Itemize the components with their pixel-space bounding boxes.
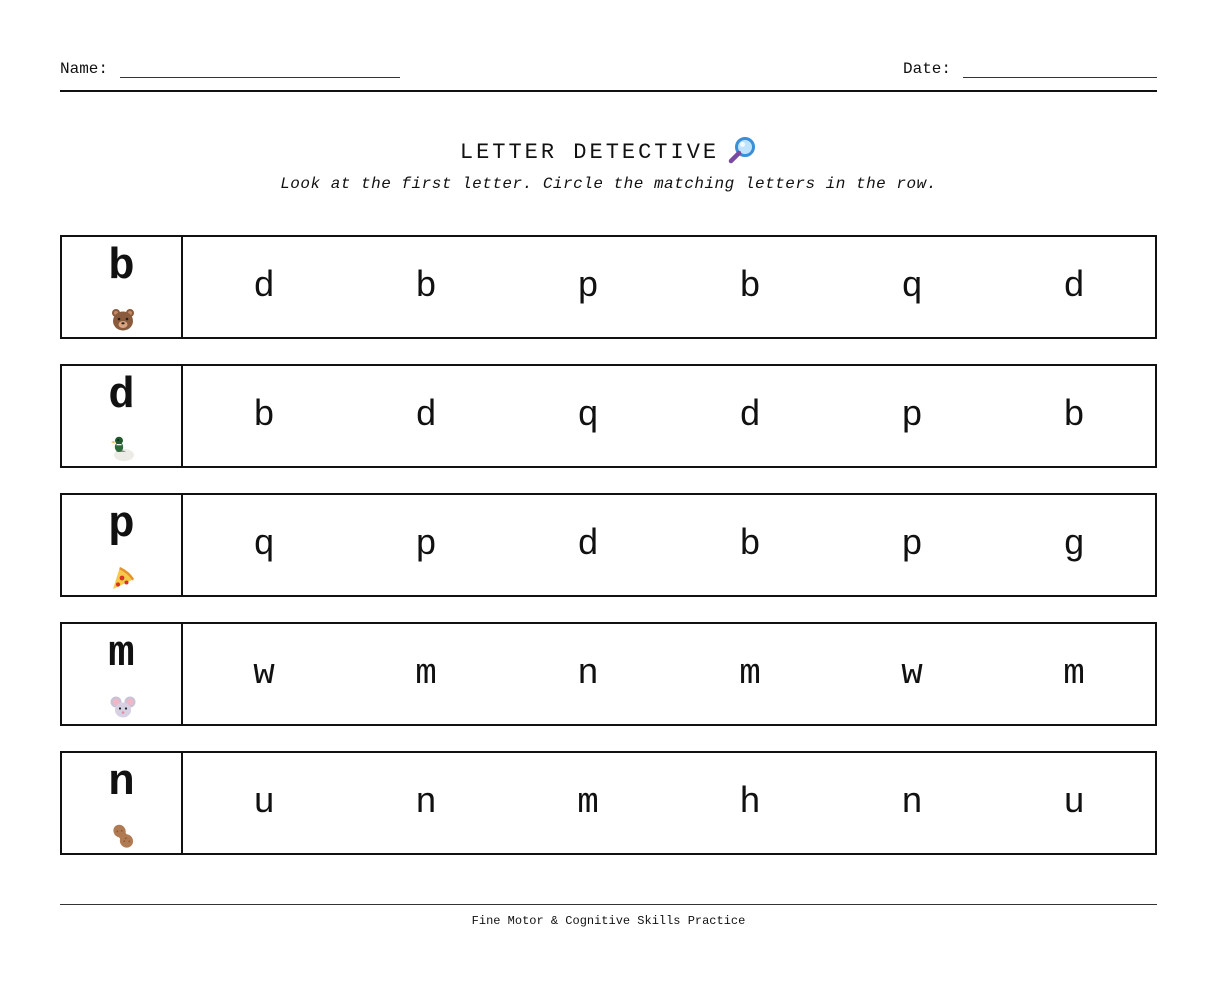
- peanut-icon: [110, 823, 136, 849]
- name-blank-line[interactable]: [120, 67, 400, 78]
- bear-icon: [110, 307, 136, 333]
- letter-choice[interactable]: d: [253, 266, 275, 307]
- letter-choice[interactable]: n: [415, 782, 437, 823]
- date-blank-line[interactable]: [963, 67, 1157, 78]
- letter-choice[interactable]: g: [1063, 524, 1085, 565]
- choice-cells: [183, 624, 1155, 724]
- pizza-icon: [110, 565, 136, 591]
- letter-choice[interactable]: m: [415, 653, 437, 694]
- date-label: Date:: [902, 60, 951, 78]
- letter-choice[interactable]: d: [577, 524, 599, 565]
- letter-choice[interactable]: u: [253, 782, 275, 823]
- letter-rows: [60, 235, 1157, 880]
- letter-choice[interactable]: d: [415, 395, 437, 436]
- target-cell: [62, 237, 183, 337]
- letter-choice[interactable]: b: [739, 266, 761, 307]
- instructions: Look at the first letter. Circle the matching letters in the row.: [280, 175, 937, 193]
- letter-choice[interactable]: b: [739, 524, 761, 565]
- letter-choice[interactable]: b: [415, 266, 437, 307]
- letter-choice[interactable]: d: [739, 395, 761, 436]
- duck-icon: [110, 436, 136, 462]
- target-letter: b: [108, 242, 135, 292]
- letter-choice[interactable]: w: [901, 653, 923, 694]
- letter-row: [60, 364, 1157, 468]
- title-text: LETTER DETECTIVE: [459, 140, 720, 165]
- choice-cells: [183, 753, 1155, 853]
- target-letter: n: [108, 758, 135, 808]
- choice-cells: [183, 237, 1155, 337]
- letter-row: [60, 235, 1157, 339]
- target-cell: [62, 495, 183, 595]
- letter-choice[interactable]: q: [901, 266, 923, 307]
- letter-choice[interactable]: p: [415, 524, 437, 565]
- footer-text: Fine Motor & Cognitive Skills Practice: [471, 914, 746, 928]
- letter-row: [60, 751, 1157, 855]
- choice-cells: [183, 495, 1155, 595]
- letter-choice[interactable]: p: [901, 524, 923, 565]
- target-letter: d: [108, 371, 135, 421]
- letter-choice[interactable]: w: [253, 653, 275, 694]
- letter-row: [60, 622, 1157, 726]
- letter-choice[interactable]: b: [253, 395, 275, 436]
- letter-choice[interactable]: p: [577, 266, 599, 307]
- choice-cells: [183, 366, 1155, 466]
- letter-choice[interactable]: h: [739, 782, 761, 823]
- letter-choice[interactable]: p: [901, 395, 923, 436]
- letter-choice[interactable]: q: [577, 395, 599, 436]
- page-title: [0, 136, 1217, 165]
- letter-row: [60, 493, 1157, 597]
- magnifying-glass-icon: [727, 136, 757, 164]
- letter-choice[interactable]: n: [901, 782, 923, 823]
- letter-choice[interactable]: q: [253, 524, 275, 565]
- footer-divider: [60, 904, 1157, 905]
- target-letter: p: [108, 500, 135, 550]
- letter-choice[interactable]: u: [1063, 782, 1085, 823]
- letter-choice[interactable]: d: [1063, 266, 1085, 307]
- target-cell: [62, 753, 183, 853]
- name-field[interactable]: [60, 60, 400, 78]
- letter-choice[interactable]: m: [577, 782, 599, 823]
- target-cell: [62, 366, 183, 466]
- letter-choice[interactable]: n: [577, 653, 599, 694]
- worksheet-header: [60, 60, 1157, 92]
- target-letter: m: [108, 629, 135, 679]
- date-field[interactable]: [903, 60, 1157, 78]
- letter-choice[interactable]: m: [739, 653, 761, 694]
- name-label: Name:: [60, 60, 109, 78]
- target-cell: [62, 624, 183, 724]
- letter-choice[interactable]: m: [1063, 653, 1085, 694]
- letter-choice[interactable]: b: [1063, 395, 1085, 436]
- mouse-icon: [110, 694, 136, 720]
